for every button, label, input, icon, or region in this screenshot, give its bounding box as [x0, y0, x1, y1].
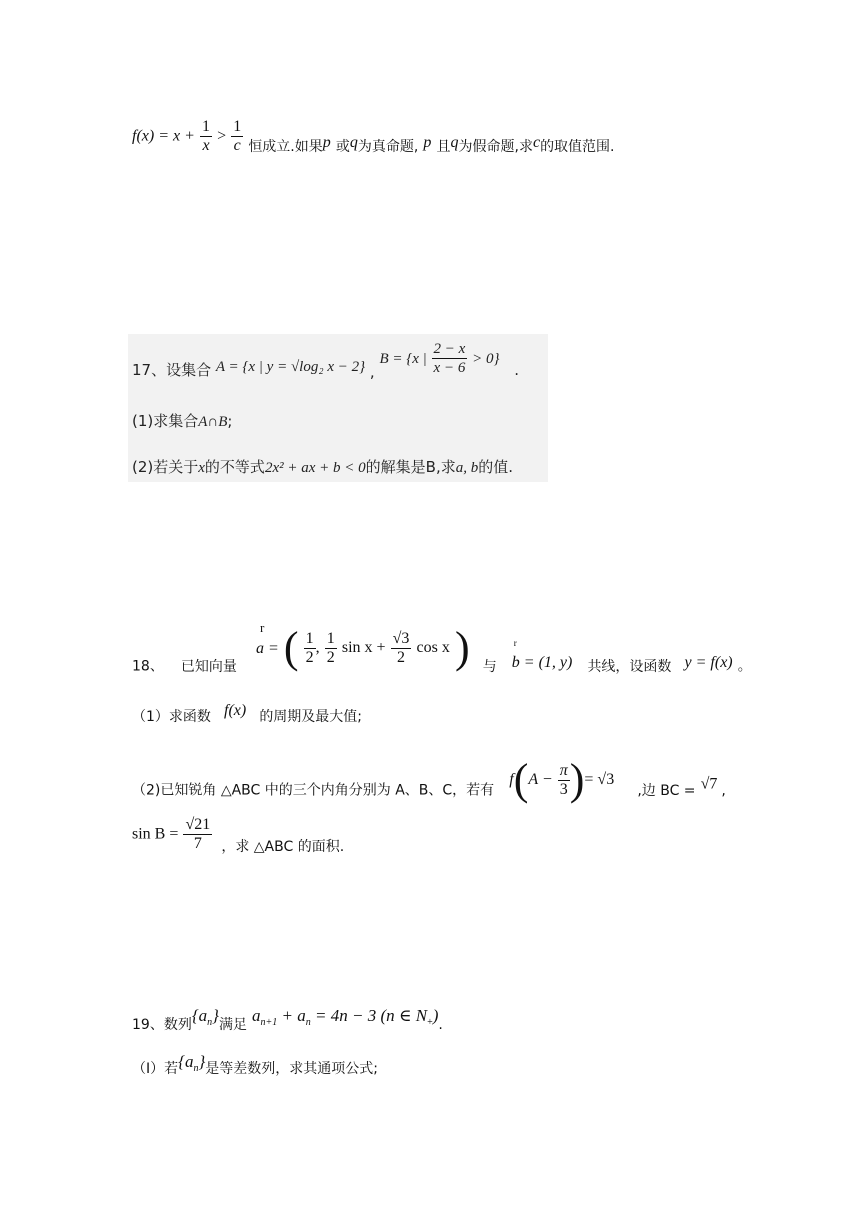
q19-number: 19、数列	[132, 1017, 192, 1033]
q18-vector-a: r a =	[256, 620, 279, 657]
q18-part1: （1）求函数 f(x) 的周期及最大值;	[132, 702, 363, 725]
q17-number: 17、设集合	[132, 361, 212, 379]
q19-part1: （Ⅰ）若$\{a_n\}$是等差数列，求其通项公式;	[132, 1052, 378, 1077]
q16-condition-line: f(x) = x + $\frac{1}{x}$ > $\frac{1}{c}$ 恒成立.如果p 或q为真命题, p 且q为假命题,求c的取值范围.	[132, 118, 615, 155]
q16-frac-1-over-c: $\frac{1}{c}$	[233, 118, 242, 154]
q16-fx: f(x) = x +	[132, 127, 195, 145]
q17-set-b: B = {x |	[379, 351, 427, 367]
q18-part2: （2)已知锐角 △ABC 中的三个内角分别为 A、B、C，若有 f(A − $\frac{\pi}{3}$ )= √3 ,边 BC = √7 ,	[132, 755, 726, 804]
q18-part3: sin B = $\frac{√21}{7}$ ，求 △ABC 的面积.	[132, 816, 345, 855]
q16-gt: >	[217, 127, 227, 145]
q16-frac-1-over-x: $\frac{1}{x}$	[202, 118, 210, 154]
q17-set-b-fraction: $\frac{2 - x}{x - 6}$	[433, 341, 466, 376]
q18-number: 18、	[132, 658, 164, 675]
q17-scanned-block	[128, 334, 548, 482]
q17-line1: 17、设集合 A = {x | y = √log₂ x − 2} , B = {x | $\frac{2 - x}{x - 6}$ > 0} .	[132, 341, 520, 381]
q18-line1: 18、 已知向量 r a = ( $\frac{1}{2}$ , $\frac{1}{2}$ sin x + $\frac{√3}{2}$ cos x ) 与 r b = (1, y) 共线，设函数 y = f(x) 。	[132, 620, 752, 675]
q17-part2: (2)若关于x的不等式2x² + ax + b < 0的解集是B,求a, b的值.	[132, 458, 513, 476]
q19-line1: 19、数列$\{a_n\}$满足 $a_{n+1} + a_n = 4n - 3$ (n ∈ $N_+$).	[132, 1006, 443, 1033]
q17-part1: (1)求集合A∩B;	[132, 412, 233, 430]
q18-vector-b: r b = (1, y)	[511, 637, 573, 671]
q17-set-a: A = {x | y = √log₂ x − 2}	[215, 359, 366, 375]
